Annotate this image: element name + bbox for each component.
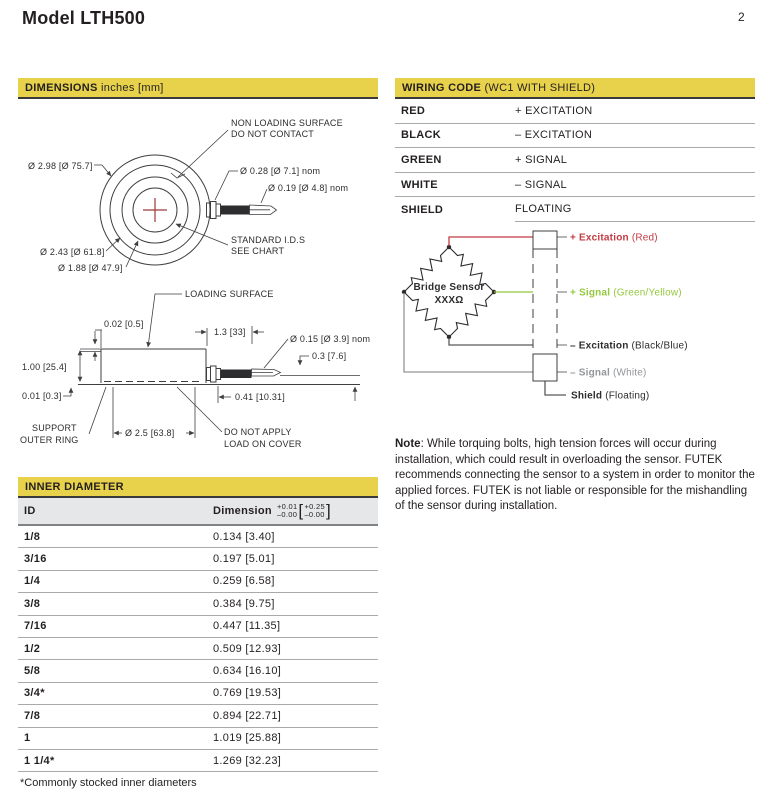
- dim-inner-ring-diameter: Ø 1.88 [Ø 47.9]: [58, 263, 123, 273]
- dim-mid-diameter: Ø 2.43 [Ø 61.8]: [40, 247, 105, 257]
- dimension-value: 1.019 [25.88]: [213, 728, 378, 750]
- dim-cover-diameter: Ø 2.5 [63.8]: [125, 428, 175, 438]
- connector-block: [533, 231, 567, 381]
- inner-diameter-header-title: INNER DIAMETER: [25, 481, 124, 493]
- dimension-value: 0.197 [5.01]: [213, 548, 378, 570]
- id-value: 1: [18, 728, 213, 750]
- tolerance-mm-minus: –0.00: [304, 510, 325, 519]
- loading-surface-label: LOADING SURFACE: [185, 289, 274, 299]
- column-header-dimension: [213, 498, 378, 526]
- signal-neg-label: – Signal (White): [570, 367, 647, 379]
- dim-connector-diameter: Ø 0.28 [Ø 7.1] nom: [240, 166, 321, 176]
- tolerance-mm-plus: +0.25: [304, 502, 325, 511]
- id-value: 1 1/4*: [18, 750, 213, 772]
- dim-step-height: 0.02 [0.5]: [104, 319, 144, 329]
- bracket-open: [: [298, 501, 304, 520]
- tolerance-in-minus: –0.00: [276, 510, 298, 519]
- dimensions-section-header: [18, 78, 378, 99]
- wiring-header-subtitle: (WC1 WITH SHIELD): [484, 82, 596, 94]
- wire-color: RED: [395, 99, 515, 124]
- wire-function: + EXCITATION: [515, 99, 755, 124]
- wire-function: + SIGNAL: [515, 148, 755, 173]
- id-value: 1/8: [18, 526, 213, 548]
- wire-signal-neg: [404, 293, 533, 372]
- bracket-close: ]: [325, 501, 331, 520]
- shield-label: Shield (Floating): [571, 390, 650, 402]
- excitation-neg-label: – Excitation (Black/Blue): [570, 340, 688, 352]
- bridge-wires: [404, 237, 566, 395]
- inner-diameter-table: [18, 498, 378, 772]
- dimension-value: 0.894 [22.71]: [213, 705, 378, 727]
- dim-outer-diameter: Ø 2.98 [Ø 75.7]: [28, 161, 93, 171]
- dimensions-header-title: DIMENSIONS: [25, 82, 98, 94]
- inner-diameter-footnote: *Commonly stocked inner diameters: [20, 777, 197, 789]
- bridge-wire-labels: [570, 233, 688, 402]
- bridge-resistance-label: XXXΩ: [434, 295, 464, 306]
- tolerance-mm: [304, 503, 324, 519]
- cable: [221, 370, 252, 379]
- installation-note: [395, 437, 757, 515]
- dim-cable-diameter-side: Ø 0.15 [Ø 3.9] nom: [290, 334, 371, 344]
- wire-color: GREEN: [395, 148, 515, 173]
- tolerance-inches: [277, 503, 297, 519]
- wire-function: FLOATING: [515, 197, 755, 222]
- bridge-wiring-diagram: [395, 224, 755, 414]
- do-not-apply-label: DO NOT APPLY: [224, 427, 292, 437]
- do-not-contact-label: DO NOT CONTACT: [231, 129, 314, 139]
- column-header-id: ID: [18, 498, 213, 526]
- dim-tip-height: 0.3 [7.6]: [312, 351, 347, 361]
- dimension-value: 0.447 [11.35]: [213, 616, 378, 638]
- non-loading-surface-label: NON LOADING SURFACE: [231, 118, 343, 128]
- side-view-callouts: [20, 289, 370, 449]
- id-value: 3/16: [18, 548, 213, 570]
- id-value: 7/16: [18, 616, 213, 638]
- id-value: 3/8: [18, 593, 213, 615]
- dim-body-height: 1.00 [25.4]: [22, 362, 67, 372]
- id-value: 3/4*: [18, 683, 213, 705]
- wire-excitation-neg: [449, 338, 533, 345]
- page-title: Model LTH500: [22, 8, 146, 28]
- tolerance-in-plus: +0.01: [276, 502, 298, 511]
- dim-bottom-gap: 0.01 [0.3]: [22, 391, 62, 401]
- load-on-cover-label: LOAD ON COVER: [224, 439, 302, 449]
- dim-relief-length: 0.41 [10.31]: [235, 392, 285, 402]
- bridge-sensor: [400, 243, 497, 340]
- see-chart-label: SEE CHART: [231, 246, 285, 256]
- wire-color: SHIELD: [401, 203, 444, 216]
- id-value: 7/8: [18, 705, 213, 727]
- id-value: 5/8: [18, 660, 213, 682]
- wire-shield: [545, 381, 566, 395]
- dim-cable-diameter: Ø 0.19 [Ø 4.8] nom: [268, 183, 349, 193]
- dimensions-header-units: inches [mm]: [101, 82, 164, 94]
- wire-function: – EXCITATION: [515, 124, 755, 149]
- wiring-code-table: [395, 99, 755, 222]
- standard-ids-label: STANDARD I.D.S: [231, 235, 306, 245]
- note-label: Note: [395, 438, 421, 450]
- dimension-value: 0.259 [6.58]: [213, 571, 378, 593]
- signal-pos-label: + Signal (Green/Yellow): [570, 287, 682, 299]
- excitation-pos-label: + Excitation (Red): [570, 232, 658, 244]
- side-view-drawing: [18, 280, 378, 465]
- dimension-value: 0.509 [12.93]: [213, 638, 378, 660]
- dimension-value: 0.769 [19.53]: [213, 683, 378, 705]
- note-body: : While torquing bolts, high tension forces will occur during installation, which could result in overloading the sensor. FUTEK recommends connecting the sensor to a system in order to monitor the applied forces. FUTEK is not liable or responsible for the mishandling of the sensor during installation.: [395, 438, 755, 512]
- bridge-sensor-label: Bridge Sensor: [413, 282, 485, 293]
- page-number: 2: [738, 10, 745, 24]
- cable: [221, 206, 250, 215]
- outer-ring-label: OUTER RING: [20, 435, 79, 445]
- dimension-value: 0.134 [3.40]: [213, 526, 378, 548]
- dimension-header-text: Dimension: [213, 505, 272, 517]
- wire-color: BLACK: [395, 124, 515, 149]
- top-view-drawing: [18, 99, 378, 280]
- dimension-value: 0.384 [9.75]: [213, 593, 378, 615]
- dimension-value: 1.269 [32.23]: [213, 750, 378, 772]
- wire-color: WHITE: [395, 173, 515, 198]
- id-value: 1/4: [18, 571, 213, 593]
- center-crosshair-icon: [143, 198, 167, 222]
- wiring-code-section-header: [395, 78, 755, 99]
- support-label: SUPPORT: [32, 423, 77, 433]
- wiring-header-title: WIRING CODE: [402, 82, 482, 94]
- top-view-callouts: [28, 118, 348, 273]
- id-value: 1/2: [18, 638, 213, 660]
- wire-excitation-pos: [449, 237, 533, 246]
- inner-diameter-section-header: [18, 477, 378, 498]
- wire-function: – SIGNAL: [515, 173, 755, 198]
- dim-cable-length: 1.3 [33]: [214, 327, 246, 337]
- dimension-value: 0.634 [16.10]: [213, 660, 378, 682]
